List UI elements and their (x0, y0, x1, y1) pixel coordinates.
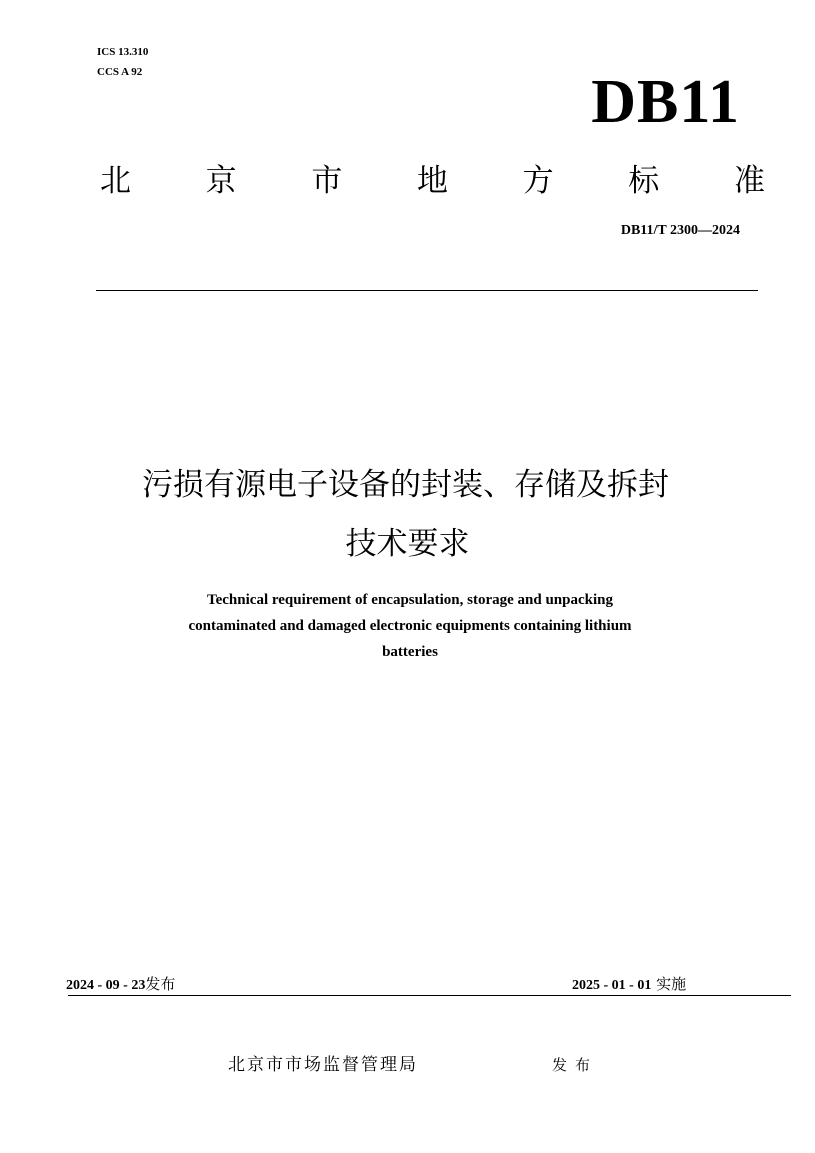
standard-number: DB11/T 2300—2024 (620, 223, 740, 238)
issue-word: 发布 (552, 1056, 599, 1074)
en-title-line-2: contaminated and damaged electronic equipments containing lithium (188, 618, 632, 634)
implement-label: 实施 (656, 975, 687, 993)
standard-type-char: 方 (522, 163, 554, 199)
issuer: 北京市市场监督管理局 (228, 1055, 418, 1075)
publish-label: 发布 (145, 975, 176, 993)
standard-type-char: 京 (205, 163, 237, 199)
en-title-line-3: batteries (382, 644, 438, 660)
standard-type-char: 准 (733, 163, 765, 199)
en-title-line-1: Technical requirement of encapsulation, storage and unpacking (206, 592, 614, 608)
cn-title-line-1: 污损有源电子设备的封装、存储及拆封 (142, 467, 669, 503)
cn-title-line-2: 技术要求 (345, 526, 470, 562)
standard-type (100, 158, 765, 204)
standard-type-char: 标 (628, 163, 660, 199)
standard-type-char: 市 (311, 163, 343, 199)
standard-type-char: 北 (100, 163, 131, 199)
classification-codes (97, 42, 148, 82)
footer-divider (68, 995, 791, 996)
ics-code: ICS 13.310 (97, 46, 149, 58)
ccs-code: CCS A 92 (97, 66, 143, 78)
publish-date: 2024 - 09 - 23 (66, 978, 146, 993)
db-mark: DB11 (591, 68, 740, 136)
implement-date: 2025 - 01 - 01 (572, 978, 652, 993)
en-title (80, 587, 740, 665)
standard-type-char: 地 (416, 163, 448, 199)
header-divider (96, 290, 758, 291)
